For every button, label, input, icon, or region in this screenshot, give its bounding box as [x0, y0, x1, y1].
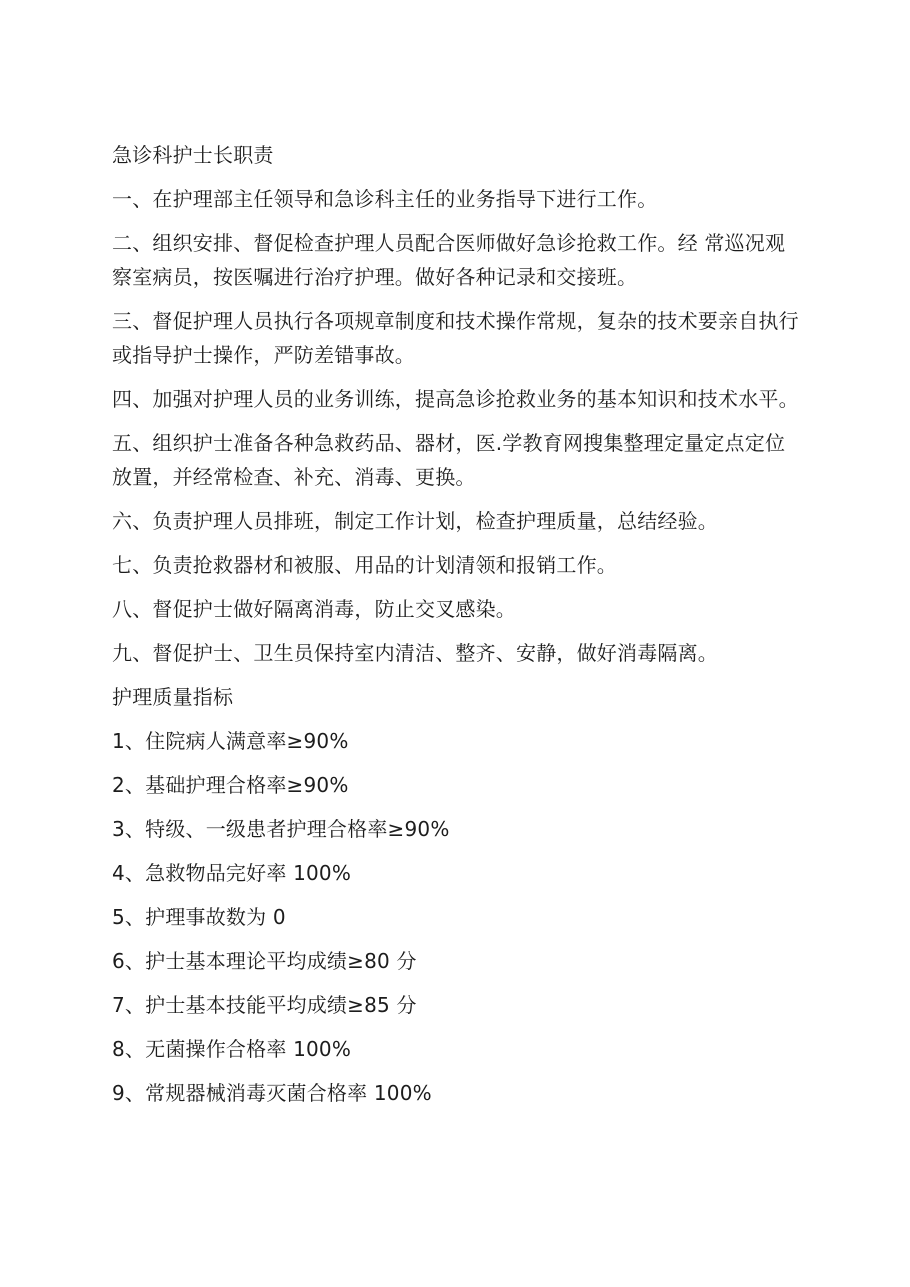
duty-item-2: 二、组织安排、督促检查护理人员配合医师做好急诊抢救工作。经 常巡况观察室病员，按医嘱进行治疗护理。做好各种记录和交接班。 [112, 231, 786, 289]
duty-item-3: 三、督促护理人员执行各项规章制度和技术操作常规，复杂的技术要亲自执行或指导护士操作，严防差错事故。 [112, 309, 799, 367]
duty-item-7: 七、负责抢救器材和被服、用品的计划清领和报销工作。 [112, 553, 617, 577]
duty-item-1: 一、在护理部主任领导和急诊科主任的业务指导下进行工作。 [112, 187, 658, 211]
duty-item-6: 六、负责护理人员排班，制定工作计划，检查护理质量，总结经验。 [112, 509, 718, 533]
quality-item-3: 3、特级、一级患者护理合格率≥90% [112, 817, 450, 841]
quality-item-8: 8、无菌操作合格率 100% [112, 1037, 352, 1061]
duty-item-5: 五、组织护士准备各种急救药品、器材，医.学教育网搜集整理定量定点定位放置，并经常检查、补充、消毒、更换。 [112, 431, 786, 489]
quality-item-6: 6、护士基本理论平均成绩≥80 分 [112, 949, 417, 973]
duty-item-9: 九、督促护士、卫生员保持室内清洁、整齐、安静，做好消毒隔离。 [112, 641, 718, 665]
document-page [112, 138, 802, 1120]
document-title: 急诊科护士长职责 [112, 143, 274, 167]
quality-item-7: 7、护士基本技能平均成绩≥85 分 [112, 993, 417, 1017]
quality-item-5: 5、护理事故数为 0 [112, 905, 286, 929]
quality-item-4: 4、急救物品完好率 100% [112, 861, 352, 885]
duty-item-4: 四、加强对护理人员的业务训练，提高急诊抢救业务的基本知识和技术水平。 [112, 387, 799, 411]
quality-heading: 护理质量指标 [112, 685, 234, 709]
quality-item-9: 9、常规器械消毒灭菌合格率 100% [112, 1081, 432, 1105]
duty-item-8: 八、督促护士做好隔离消毒，防止交叉感染。 [112, 597, 516, 621]
quality-item-1: 1、住院病人满意率≥90% [112, 729, 349, 753]
quality-item-2: 2、基础护理合格率≥90% [112, 773, 349, 797]
